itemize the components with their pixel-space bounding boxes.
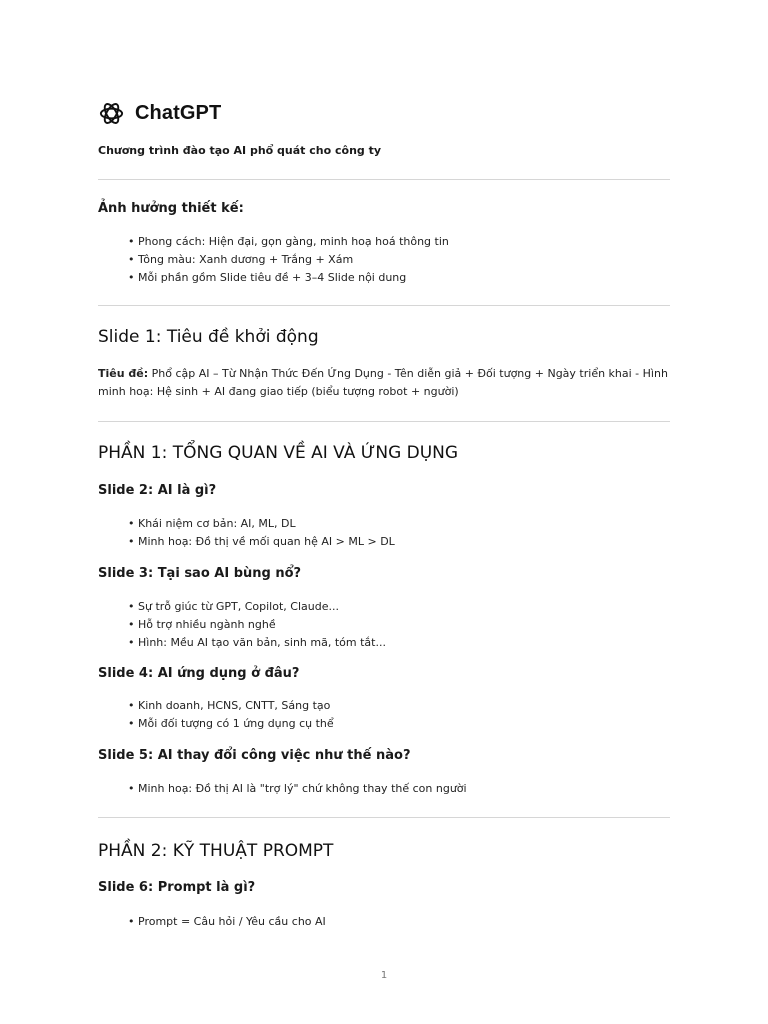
slide1-text: Phổ cập AI – Từ Nhận Thức Đến Ứng Dụng - Tên diễn giả + Đối tượng + Ngày triển khai - Hình minh hoạ: Hệ sinh + AI đang giao tiếp (biểu tượng robot + người): [98, 367, 668, 398]
slide2-list: [128, 515, 395, 551]
divider: [98, 817, 670, 818]
list-item: • Minh hoạ: Đồ thị AI là "trợ lý" chứ không thay thế con người: [128, 780, 467, 798]
brand-name: ChatGPT: [135, 102, 222, 124]
design-heading: Ảnh hưởng thiết kế:: [98, 201, 244, 216]
list-item: • Minh hoạ: Đồ thị về mối quan hệ AI > ML > DL: [128, 533, 395, 551]
page-number: 1: [380, 970, 388, 981]
slide3-list: [128, 598, 386, 652]
list-item: • Tông màu: Xanh dương + Trắng + Xám: [128, 251, 449, 269]
slide3-heading: Slide 3: Tại sao AI bùng nổ?: [98, 566, 302, 581]
slide4-heading: Slide 4: AI ứng dụng ở đâu?: [98, 666, 300, 681]
list-item: • Hỗ trợ nhiều ngành nghề: [128, 616, 386, 634]
slide6-list: [128, 913, 326, 931]
slide5-heading: Slide 5: AI thay đổi công việc như thế nào?: [98, 748, 411, 763]
slide1-heading: Slide 1: Tiêu đề khởi động: [98, 327, 319, 347]
slide1-label: Tiêu đề:: [98, 367, 149, 380]
list-item: • Prompt = Câu hỏi / Yêu cầu cho AI: [128, 913, 326, 931]
divider: [98, 179, 670, 180]
part1-heading: PHẦN 1: TỔNG QUAN VỀ AI VÀ ỨNG DỤNG: [98, 443, 459, 463]
divider: [98, 421, 670, 422]
slide2-heading: Slide 2: AI là gì?: [98, 483, 217, 498]
slide1-paragraph: [98, 365, 670, 401]
divider: [98, 305, 670, 306]
document-subtitle: Chương trình đào tạo AI phổ quát cho công ty: [98, 144, 382, 157]
list-item: • Mỗi đối tượng có 1 ứng dụng cụ thể: [128, 715, 334, 733]
list-item: • Sự trỗ giúc từ GPT, Copilot, Claude...: [128, 598, 386, 616]
list-item: • Mỗi phần gồm Slide tiêu đề + 3–4 Slide nội dung: [128, 269, 449, 287]
design-list: [128, 233, 449, 287]
openai-logo-icon: [98, 100, 125, 127]
slide4-list: [128, 697, 334, 733]
brand-header: [98, 100, 221, 127]
list-item: • Khái niệm cơ bản: AI, ML, DL: [128, 515, 395, 533]
slide6-heading: Slide 6: Prompt là gì?: [98, 880, 256, 895]
slide5-list: [128, 780, 467, 798]
list-item: • Kinh doanh, HCNS, CNTT, Sáng tạo: [128, 697, 334, 715]
list-item: • Phong cách: Hiện đại, gọn gàng, minh hoạ hoá thông tin: [128, 233, 449, 251]
list-item: • Hình: Mều AI tạo văn bản, sinh mã, tóm tắt...: [128, 634, 386, 652]
part2-heading: PHẦN 2: KỸ THUẬT PROMPT: [98, 841, 334, 861]
